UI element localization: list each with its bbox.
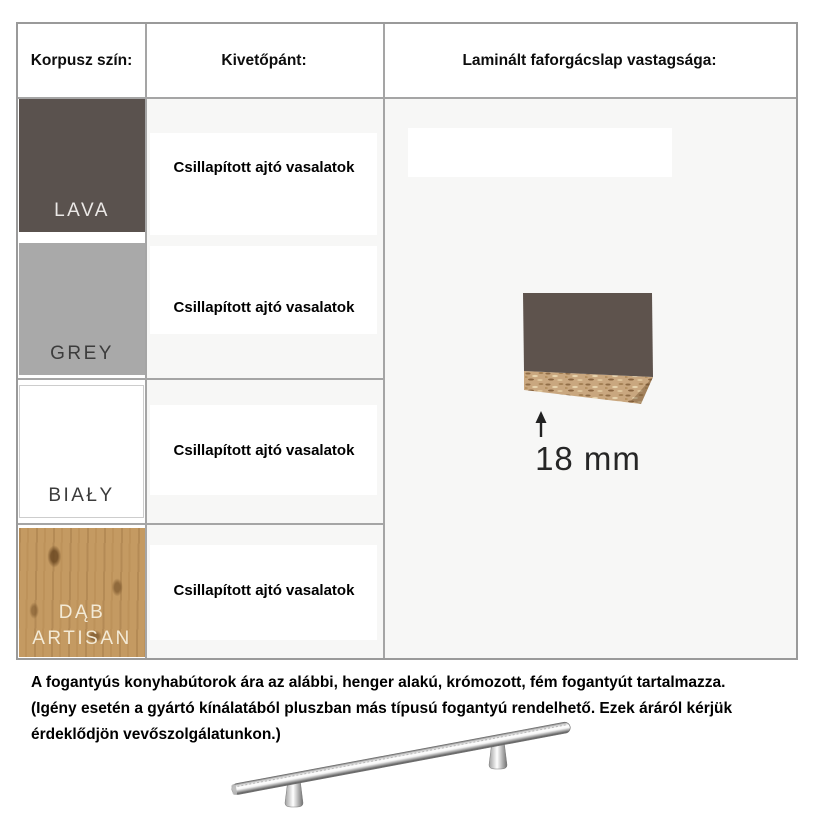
footer-text-line: A fogantyús konyhabútorok ára az alábbi, henger alakú, krómozott, fém fogantyút tartalmazza. [31,674,726,691]
hinge-text: Csillapított ajtó vasalatok [173,158,355,176]
swatch-grey [19,243,145,375]
hinge-cell-lava [145,97,383,237]
footer-text-line: (Igény esetén a gyártó kínálatából pluszban más típusú fogantyú rendelhető. Ezek áráról kérjük [31,700,733,717]
swatch-dab-artisan-label: DĄB ARTISAN [32,602,132,649]
thickness-value: 18 mm [535,440,641,477]
header-board-thickness [383,24,796,97]
board-top-face [523,293,653,377]
swatch-dab-artisan [19,528,145,657]
hinge-text: Csillapított ajtó vasalatok [173,299,355,316]
hinge-text: Csillapított ajtó vasalatok [173,582,355,599]
footer-text-line: érdeklődjön vevőszolgálatunkon.) [31,726,281,743]
white-patch [408,128,672,177]
chipboard-image [505,283,675,443]
hinge-cell-bialy [145,378,383,523]
swatch-lava-label: LAVA [54,200,110,221]
arrow-up-icon [536,411,547,437]
swatch-bialy-label: BIAŁY [48,485,115,506]
header-hinge-label: Kivetőpánt: [221,51,307,69]
header-corpus-color-label: Korpusz szín: [30,51,133,69]
swatch-lava [19,99,145,232]
swatch-grey-label: GREY [50,343,114,364]
handle-bar [231,721,571,795]
hinge-cell-dab-artisan [145,523,383,658]
header-board-thickness-label: Laminált faforgácslap vastagsága: [462,51,717,69]
table-divider [383,24,385,658]
spec-table [16,22,798,660]
hinge-text: Csillapított ajtó vasalatok [173,442,355,459]
chrome-handle-image [222,716,582,816]
header-corpus-color [18,24,145,97]
swatch-bialy [19,385,144,518]
hinge-cell-grey [145,237,383,378]
header-hinge [145,24,383,97]
